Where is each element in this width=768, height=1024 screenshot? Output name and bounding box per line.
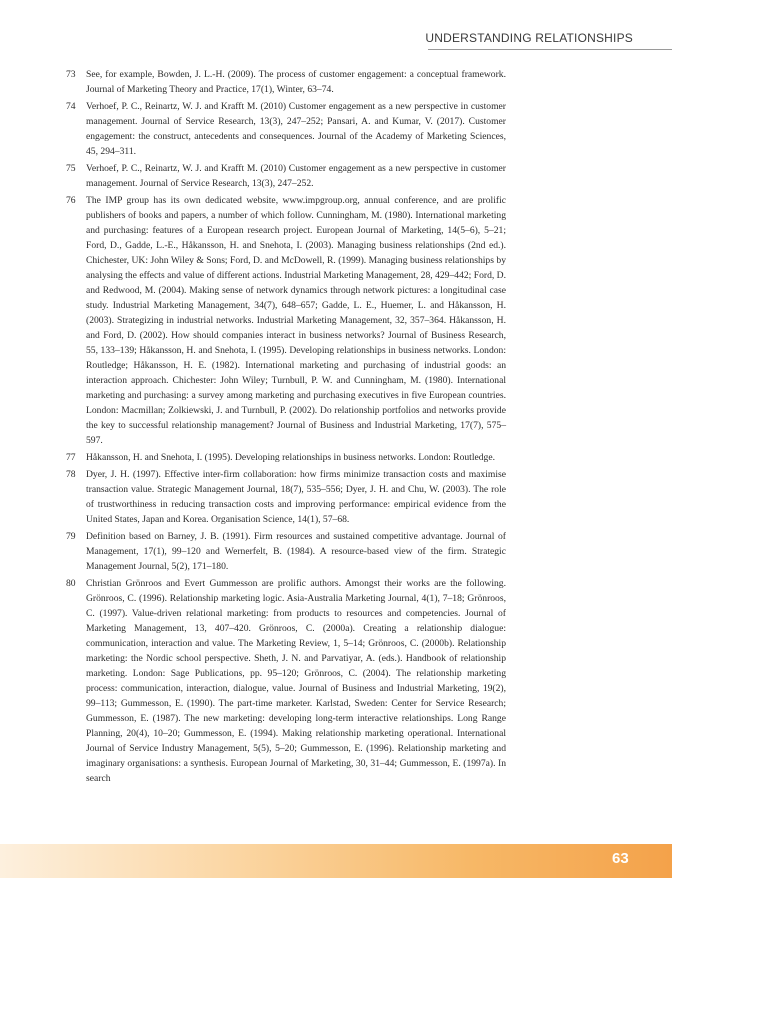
endnote-number: 73 bbox=[66, 69, 76, 80]
endnote bbox=[66, 67, 506, 97]
endnote-text: Dyer, J. H. (1997). Effective inter-firm collaboration: how firms minimize transaction costs and maximise transaction value. Strategic Management Journal, 18(7), 535–556; Dyer, J. H. and Chu, W. (2003). The role of trustworthiness in reducing transaction costs and improving performance: empirical evidence from the United States, Japan and Korea. Organisation Science, 14(1), 57–68. bbox=[86, 469, 506, 525]
endnote bbox=[66, 99, 506, 159]
endnote bbox=[66, 529, 506, 574]
endnote-number: 77 bbox=[66, 452, 76, 463]
endnote-number: 76 bbox=[66, 195, 76, 206]
footer-gradient-band bbox=[0, 844, 672, 878]
endnote bbox=[66, 193, 506, 448]
endnote-text: Christian Grönroos and Evert Gummesson are prolific authors. Amongst their works are the following. Grönroos, C. (1996). Relationship marketing logic. Asia-Australia Marketing Journal, 4(1), 7–18; Grönroos, C. (1997). Value-driven relational marketing: from products to resources and competencies. Journal of Marketing Management, 13, 407–420. Grönroos, C. (2000a). Creating a relationship dialogue: communication, interaction and value. The Marketing Review, 1, 5–14; Grönroos, C. (2000b). Relationship marketing: the Nordic school perspective. Sheth, J. N. and Parvatiyar, A. (eds.). Handbook of relationship marketing. London: Sage Publications, pp. 95–120; Grönroos, C. (2004). The relationship marketing process: communication, interaction, dialogue, value. Journal of Business and Industrial Marketing, 19(2), 99–113; Gummesson, E. (1990). The part-time marketer. Karlstad, Sweden: Center for Service Research; Gummesson, E. (1987). The new marketing: developing long-term interactive relationships. Long Range Planning, 20(4), 10–20; Gummesson, E. (1994). Making relationship marketing operational. International Journal of Service Industry Management, 5(5), 5–20; Gummesson, E. (1996). Relationship marketing and imaginary organisations: a synthesis. European Journal of Marketing, 30, 31–44; Gummesson, E. (1997a). In search bbox=[86, 578, 506, 784]
endnote-text: Håkansson, H. and Snehota, I. (1995). Developing relationships in business networks. London: Routledge. bbox=[86, 452, 496, 463]
endnote-number: 78 bbox=[66, 469, 76, 480]
endnote-text: Verhoef, P. C., Reinartz, W. J. and Krafft M. (2010) Customer engagement as a new perspective in customer management. Journal of Service Research, 13(3), 247–252. bbox=[86, 163, 506, 189]
running-head: UNDERSTANDING RELATIONSHIPS bbox=[425, 31, 633, 45]
endnotes-list bbox=[66, 67, 506, 788]
endnote-text: See, for example, Bowden, J. L.-H. (2009). The process of customer engagement: a conceptual framework. Journal of Marketing Theory and Practice, 17(1), Winter, 63–74. bbox=[86, 69, 506, 95]
endnote bbox=[66, 467, 506, 527]
endnote bbox=[66, 450, 506, 465]
endnote-number: 75 bbox=[66, 163, 76, 174]
endnote-number: 80 bbox=[66, 578, 76, 589]
endnote-number: 74 bbox=[66, 101, 76, 112]
endnote-number: 79 bbox=[66, 531, 76, 542]
page-number: 63 bbox=[612, 850, 629, 867]
endnote-text: Verhoef, P. C., Reinartz, W. J. and Krafft M. (2010) Customer engagement as a new perspective in customer management. Journal of Service Research, 13(3), 247–252; Pansari, A. and Kumar, V. (2017). Customer engagement: the construct, antecedents and consequences. Journal of the Academy of Marketing Sciences, 45, 294–311. bbox=[86, 101, 506, 157]
endnote bbox=[66, 576, 506, 786]
header-rule bbox=[428, 49, 672, 50]
endnote-text: The IMP group has its own dedicated website, www.impgroup.org, annual conference, and are prolific publishers of books and papers, a number of which follow. Cunningham, M. (1980). International marketing and purchasing: features of a European research project. European Journal of Marketing, 14(5–6), 5–21; Ford, D., Gadde, L.-E., Håkansson, H. and Snehota, I. (2003). Managing business relationships (2nd ed.). Chichester, UK: John Wiley & Sons; Ford, D. and McDowell, R. (1999). Managing business relationships by analysing the effects and value of different actions. Industrial Marketing Management, 28, 429–442; Ford, D. and Redwood, M. (2004). Making sense of network dynamics through network pictures: a longitudinal case study. Industrial Marketing Management, 34(7), 648–657; Gadde, L. E., Huemer, L. and Håkansson, H. (2003). Strategizing in industrial networks. Industrial Marketing Management, 32, 357–364. Håkansson, H. and Ford, D. (2002). How should companies interact in business networks? Journal of Business Research, 55, 133–139; Håkansson, H. and Snehota, I. (1995). Developing relationships in business networks. London: Routledge; Håkansson, H. E. (1982). International marketing and purchasing of industrial goods: an interaction approach. Chichester: John Wiley; Turnbull, P. W. and Cunningham, M. (1980). International marketing and purchasing: a survey among marketing and purchasing executives in five European countries. London: Macmillan; Zolkiewski, J. and Turnbull, P. (2002). Do relationship portfolios and networks provide the key to successful relationship management? Journal of Business and Industrial Marketing, 17(7), 575–597. bbox=[86, 195, 506, 446]
endnote-text: Definition based on Barney, J. B. (1991). Firm resources and sustained competitive advantage. Journal of Management, 17(1), 99–120 and Wernerfelt, B. (1984). A resource-based view of the firm. Strategic Management Journal, 5(2), 171–180. bbox=[86, 531, 506, 572]
endnote bbox=[66, 161, 506, 191]
